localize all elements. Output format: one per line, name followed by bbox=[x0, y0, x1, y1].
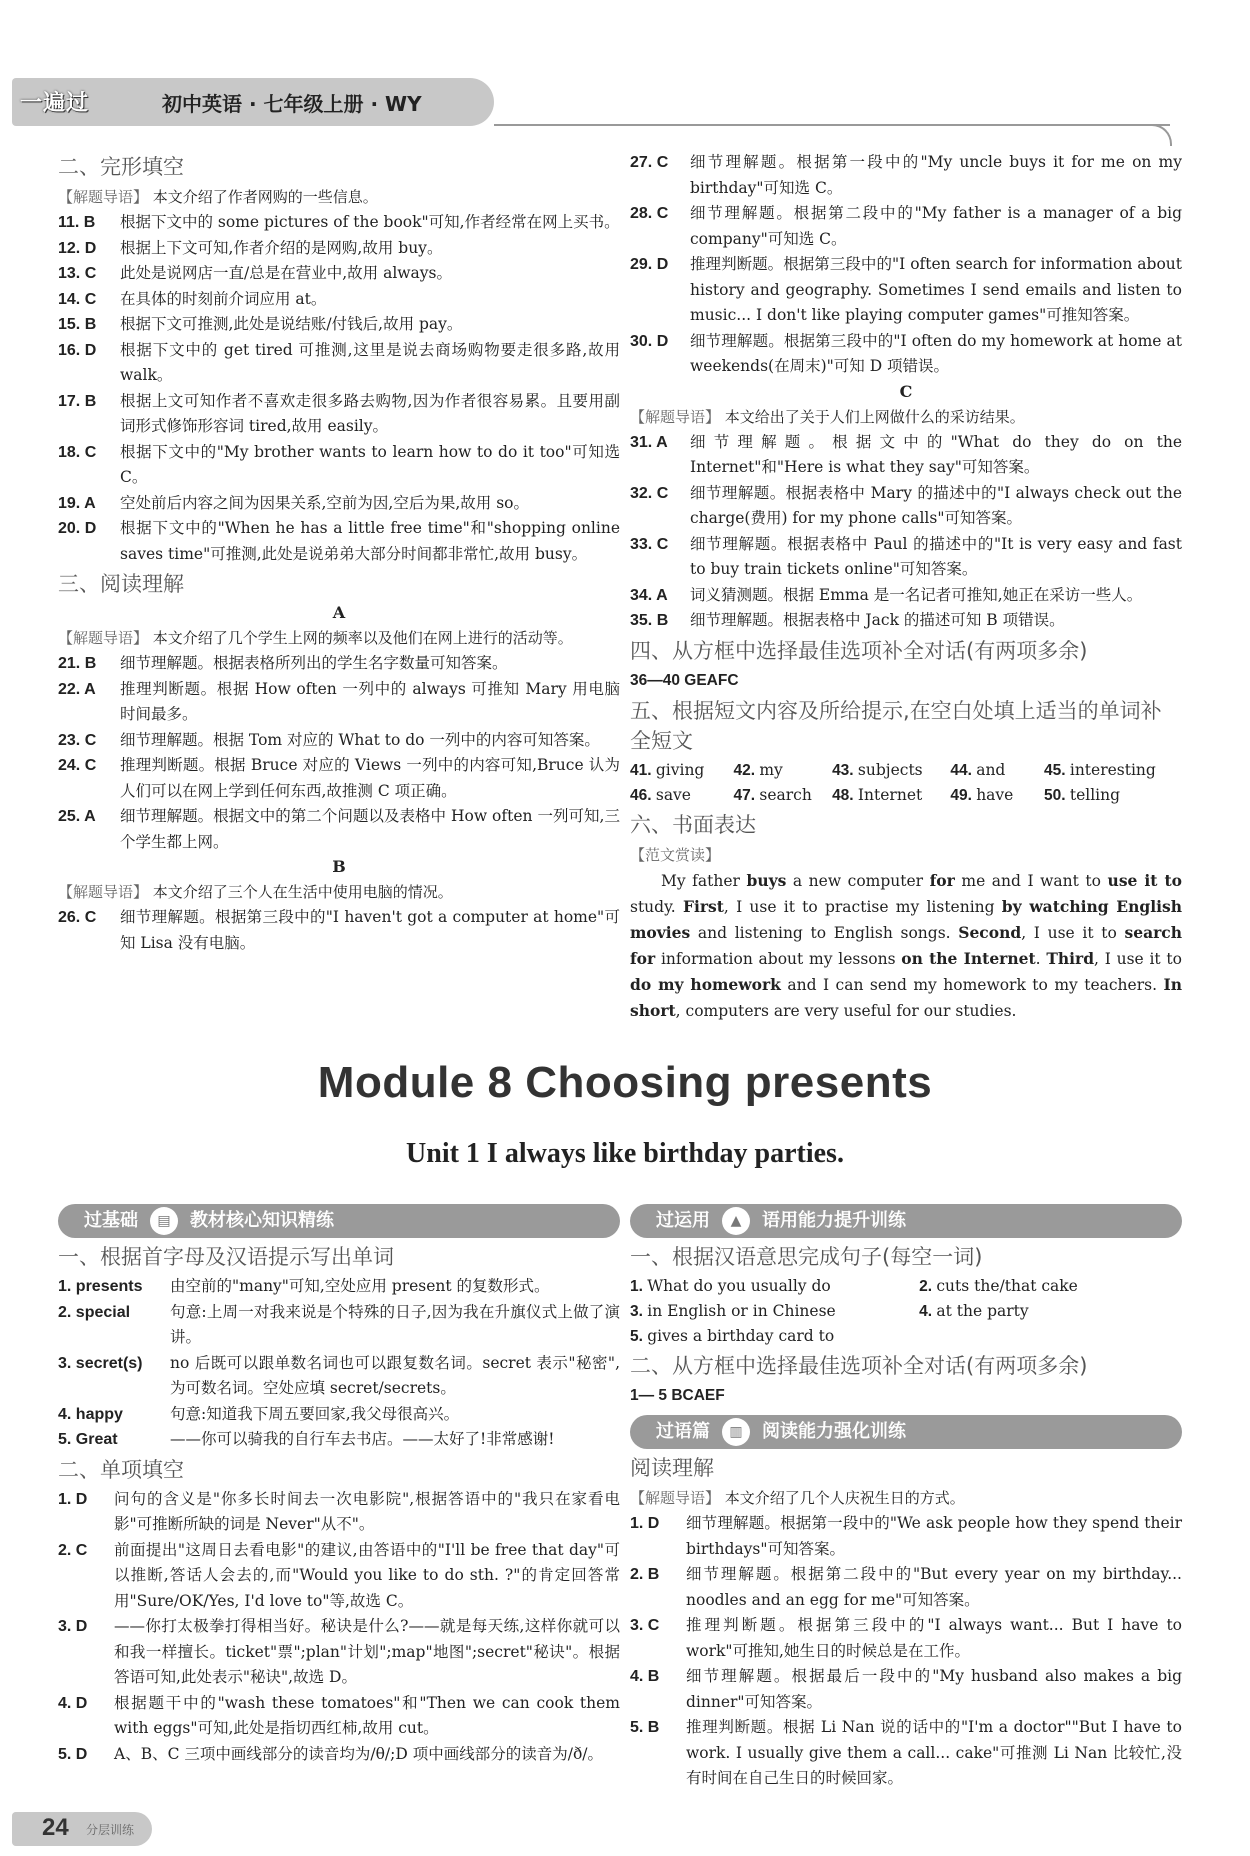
answer-explanation: 根据下文可推测,此处是说结账/付钱后,故用 pay。 bbox=[120, 315, 463, 333]
answer-number: 5. D bbox=[58, 1745, 88, 1763]
answer-number: 31. A bbox=[630, 433, 668, 451]
answer-item bbox=[630, 150, 1182, 201]
answer-explanation: 细节理解题。根据表格所列出的学生名字数量可知答案。 bbox=[120, 654, 508, 672]
essay-keyphrase: Second bbox=[958, 922, 1022, 942]
left-bottom-column bbox=[58, 1198, 620, 1767]
essay-keyphrase: Third bbox=[1046, 948, 1095, 968]
answer-explanation: 细节理解题。根据 Tom 对应的 What to do 一列中的内容可知答案。 bbox=[120, 730, 600, 749]
grid-answer-number: 42. bbox=[733, 761, 760, 779]
header-divider bbox=[494, 124, 1170, 126]
guide-tag: 【解题导语】 bbox=[630, 407, 721, 426]
answer-number: 32. C bbox=[630, 484, 669, 502]
dialogue2-answer: 1— 5 BCAEF bbox=[630, 1387, 725, 1404]
grid-answer-text: What do you usually do bbox=[647, 1277, 831, 1295]
answer-number: 19. A bbox=[58, 494, 96, 512]
answer-number: 17. B bbox=[58, 392, 97, 410]
grid-answer bbox=[832, 758, 950, 783]
answer-number: 11. B bbox=[58, 214, 96, 231]
grid-answer bbox=[832, 783, 950, 808]
answer-number: 23. C bbox=[58, 731, 97, 749]
answer-number: 25. A bbox=[58, 808, 96, 825]
answer-explanation: 细节理解题。根据文中的第二个问题以及表格中 How often 一列可知,三个学生都上网。 bbox=[120, 807, 620, 851]
guide-text: 本文介绍了几个人庆祝生日的方式。 bbox=[724, 1489, 965, 1507]
passage-a-label: A bbox=[332, 603, 346, 622]
answer-explanation: ——你可以骑我的自行车去书店。——太好了!非常感谢! bbox=[170, 1430, 555, 1448]
answer-explanation: 推理判断题。根据 Li Nan 说的话中的"I'm a doctor""But I have to work. I usually give them a call... cake"可推测 Li Nan 比较忙,没有时间在自己生日的时候回家。 bbox=[686, 1718, 1182, 1787]
answer-item bbox=[58, 1487, 620, 1538]
banner-subtitle: 语用能力提升训练 bbox=[762, 1210, 906, 1231]
section-sentence-title: 一、根据汉语意思完成句子(每空一词) bbox=[630, 1245, 983, 1269]
grid-answer-text: subjects bbox=[857, 760, 923, 779]
answer-explanation: 细节理解题。根据表格中 Jack 的描述可知 B 项错误。 bbox=[690, 611, 1065, 629]
essay-text: , computers are very useful for our studies. bbox=[675, 1001, 1017, 1020]
reading-b-guide bbox=[58, 879, 620, 905]
answer-number: 12. D bbox=[58, 239, 97, 257]
answer-explanation: 前面提出"这周日去看电影"的建议,由答语中的"I'll be free that day"可以推断,答话人会去的,而"Would you like to do sth. ?"的肯定回答常用"Sure/OK/Yes, I'd love to"等,故选 C。 bbox=[114, 1540, 620, 1610]
answer-number: 1. D bbox=[58, 1490, 88, 1508]
answer-number: 2. C bbox=[58, 1541, 88, 1559]
sample-tag bbox=[630, 842, 1182, 868]
answer-explanation: 句意:知道我下周五要回家,我父母很高兴。 bbox=[170, 1404, 460, 1423]
answer-item bbox=[58, 491, 620, 517]
grid-answer bbox=[630, 783, 734, 808]
answer-item bbox=[58, 338, 620, 389]
answer-item bbox=[58, 728, 620, 754]
answer-item bbox=[630, 481, 1182, 532]
grid-answer-text: search bbox=[759, 785, 812, 804]
section-writing-title: 六、书面表达 bbox=[630, 812, 756, 837]
answer-item bbox=[630, 252, 1182, 329]
page-number: 24 bbox=[42, 1814, 69, 1841]
left-top-column bbox=[58, 150, 620, 956]
answer-explanation: 细节理解题。根据表格中 Paul 的描述中的"It is very easy and fast to buy train tickets online"可知答案。 bbox=[690, 534, 1182, 578]
essay-text: , I use it to bbox=[1021, 923, 1125, 942]
answer-item bbox=[58, 804, 620, 855]
banner-label: 过语篇 bbox=[656, 1421, 710, 1442]
answer-number: 28. C bbox=[630, 205, 669, 222]
essay-keyphrase: In short bbox=[630, 974, 1182, 1020]
grid-answer-text: gives a birthday card to bbox=[647, 1327, 835, 1345]
book-title: 初中英语 · 七年级上册 · WY bbox=[162, 92, 422, 116]
section-fill-title: 五、根据短文内容及所给提示,在空白处填上适当的单词补全短文 bbox=[630, 698, 1162, 753]
guide-text: 本文介绍了三个人在生活中使用电脑的情况。 bbox=[152, 883, 453, 901]
grid-answer-number: 2. bbox=[919, 1278, 937, 1295]
essay-text: . bbox=[1035, 949, 1047, 968]
brand-logo: 一遍过 bbox=[20, 91, 90, 116]
answer-number: 5. B bbox=[630, 1719, 660, 1736]
answer-number: 18. C bbox=[58, 443, 97, 461]
answer-explanation: 根据下文中的"When he has a little free time"和"shopping online saves time"可推测,此处是说弟弟大部分时间都非常忙,故用 busy。 bbox=[120, 519, 620, 563]
answer-item bbox=[58, 1538, 620, 1615]
grid-answer bbox=[1044, 783, 1182, 808]
reading-b-answer-list-continued bbox=[630, 150, 1182, 380]
guide-text: 本文介绍了几个学生上网的频率以及他们在网上进行的活动等。 bbox=[152, 629, 573, 647]
essay-text: , I use it to bbox=[1094, 949, 1182, 968]
essay-keyphrase: buys bbox=[746, 870, 787, 890]
grid-answer bbox=[630, 1324, 919, 1349]
essay-keyphrase: use it to bbox=[1107, 870, 1182, 890]
dialogue-answer: 36—40 GEAFC bbox=[630, 671, 739, 689]
grid-answer-number: 47. bbox=[733, 786, 760, 804]
answer-number: 2. B bbox=[630, 1566, 660, 1583]
answer-item bbox=[58, 261, 620, 287]
answer-number: 35. B bbox=[630, 612, 669, 629]
spelling-answer-list bbox=[58, 1274, 620, 1453]
answer-item bbox=[58, 1300, 620, 1351]
answer-number: 1. D bbox=[630, 1515, 660, 1532]
section-reading2-title: 阅读理解 bbox=[630, 1456, 714, 1480]
module-title: Module 8 Choosing presents bbox=[317, 1058, 933, 1107]
answer-item bbox=[630, 430, 1182, 481]
grid-answer-number: 43. bbox=[832, 761, 858, 779]
answer-explanation: 根据下文中的 get tired 可推测,这里是说去商场购物要走很多路,故用 walk。 bbox=[120, 340, 620, 384]
answer-item bbox=[58, 287, 620, 313]
answer-number: 20. D bbox=[58, 520, 97, 537]
essay-text: me and I want to bbox=[954, 871, 1108, 890]
section-reading-title: 三、阅读理解 bbox=[58, 572, 184, 596]
grid-answer bbox=[950, 758, 1044, 783]
answer-explanation: 推理判断题。根据 How often 一列中的 always 可推知 Mary 用电脑时间最多。 bbox=[120, 679, 620, 723]
book-icon: ▥ bbox=[722, 1418, 750, 1446]
essay-keyphrase: First bbox=[682, 896, 724, 916]
application-banner bbox=[630, 1204, 1182, 1238]
answer-item bbox=[58, 440, 620, 491]
answer-number: 1. presents bbox=[58, 1278, 143, 1295]
answer-item bbox=[58, 1614, 620, 1691]
answer-item bbox=[630, 1562, 1182, 1613]
answer-explanation: 推理判断题。根据 Bruce 对应的 Views 一列中的内容可知,Bruce 认为人们可以在网上学到任何东西,故推测 C 项正确。 bbox=[120, 756, 620, 800]
grid-answer bbox=[630, 1274, 919, 1299]
answer-number: 27. C bbox=[630, 154, 669, 171]
essay-text: My father bbox=[661, 871, 747, 890]
answer-explanation: 句意:上周一对我来说是个特殊的日子,因为我在升旗仪式上做了演讲。 bbox=[170, 1302, 620, 1346]
essay-text: information about my lessons bbox=[655, 949, 902, 968]
grid-answer-number: 3. bbox=[630, 1303, 648, 1320]
grid-answer-number: 46. bbox=[630, 786, 656, 804]
answer-explanation: 问句的含义是"你多长时间去一次电影院",根据答语中的"我只在家看电影"可推断所缺的词是 Never"从不"。 bbox=[114, 1489, 620, 1533]
right-top-column bbox=[630, 150, 1182, 1024]
unit-title: Unit 1 I always like birthday parties. bbox=[406, 1138, 844, 1169]
grid-answer-text: interesting bbox=[1069, 760, 1156, 779]
answer-number: 5. Great bbox=[58, 1431, 118, 1448]
answer-item bbox=[58, 1351, 620, 1402]
answer-explanation: 细节理解题。根据第二段中的"My father is a manager of a big company"可知选 C。 bbox=[690, 204, 1182, 248]
answer-number: 30. D bbox=[630, 332, 669, 350]
answer-explanation: 推理判断题。根据第三段中的"I often search for information about history and geography. Sometimes I send emails and listen to music... I don't like playing computer games"可推知答案。 bbox=[690, 255, 1182, 324]
answer-item bbox=[58, 1427, 620, 1453]
answer-explanation: 根据上下文可知,作者介绍的是网购,故用 buy。 bbox=[120, 238, 443, 257]
answer-number: 29. D bbox=[630, 256, 669, 273]
section-spelling-title: 一、根据首字母及汉语提示写出单词 bbox=[58, 1245, 394, 1269]
grid-answer bbox=[1044, 758, 1182, 783]
answer-explanation: 细节理解题。根据第三段中的"I often do my homework at home at weekends(在周末)"可知 D 项错误。 bbox=[690, 331, 1182, 375]
answer-explanation: 细节理解题。根据第二段中的"But every year on my birthday... noodles and an egg for me"可知答案。 bbox=[686, 1565, 1182, 1609]
answer-item bbox=[58, 677, 620, 728]
essay-text: study. bbox=[630, 897, 683, 916]
grid-answer-text: Internet bbox=[857, 785, 923, 804]
answer-explanation: 此处是说网店一直/总是在营业中,故用 always。 bbox=[120, 264, 452, 282]
answer-item bbox=[58, 1742, 620, 1768]
answer-number: 33. C bbox=[630, 535, 669, 553]
answer-explanation: 根据题干中的"wash these tomatoes"和"Then we can cook them with eggs"可知,此处是指切西红柿,故用 cut。 bbox=[114, 1693, 620, 1737]
answer-explanation: no 后既可以跟单数名词也可以跟复数名词。secret 表示"秘密",为可数名词。空处应填 secret/secrets。 bbox=[170, 1353, 620, 1397]
grid-answer bbox=[630, 758, 734, 783]
cloze-guide bbox=[58, 184, 620, 210]
answer-explanation: 细节理解题。根据第一段中的"My uncle buys it for me on my birthday"可知选 C。 bbox=[690, 153, 1182, 197]
banner-label: 过基础 bbox=[84, 1210, 138, 1231]
answer-number: 4. happy bbox=[58, 1405, 123, 1423]
footer-label: 分层训练 bbox=[86, 1823, 135, 1837]
passage-b-label: B bbox=[332, 857, 346, 876]
grid-answer bbox=[919, 1274, 1182, 1299]
answer-number: 24. C bbox=[58, 757, 97, 774]
grid-answer-number: 49. bbox=[950, 786, 977, 804]
answer-explanation: 根据上文可知作者不喜欢走很多路去购物,因为作者很容易累。且要用副词形式修饰形容词 tired,故用 easily。 bbox=[120, 391, 620, 435]
reading2-answer-list bbox=[630, 1511, 1182, 1792]
grid-answer-text: in English or in Chinese bbox=[647, 1302, 836, 1320]
essay-keyphrase: do my homework bbox=[630, 974, 781, 994]
answer-number: 3. secret(s) bbox=[58, 1354, 143, 1372]
answer-item bbox=[630, 532, 1182, 583]
grid-answer-number: 5. bbox=[630, 1328, 648, 1345]
guide-tag: 【解题导语】 bbox=[58, 188, 149, 206]
answer-item bbox=[630, 1511, 1182, 1562]
answer-explanation: 由空前的"many"可知,空处应用 present 的复数形式。 bbox=[170, 1277, 550, 1295]
page-header bbox=[12, 78, 494, 126]
answer-item bbox=[58, 516, 620, 567]
grid-answer-number: 44. bbox=[950, 761, 977, 779]
passage-c-label: C bbox=[899, 381, 913, 401]
answer-item bbox=[630, 1664, 1182, 1715]
passage-banner bbox=[630, 1415, 1182, 1449]
answer-item bbox=[630, 329, 1182, 380]
grid-answer bbox=[919, 1299, 1182, 1324]
essay-keyphrase: search for bbox=[630, 922, 1182, 968]
answer-number: 4. D bbox=[58, 1694, 88, 1712]
grid-answer-number: 1. bbox=[630, 1278, 648, 1295]
grid-answer bbox=[734, 758, 833, 783]
essay-text: and I can send my homework to my teachers. bbox=[780, 975, 1164, 994]
answer-item bbox=[58, 236, 620, 262]
answer-explanation: 空处前后内容之间为因果关系,空前为因,空后为果,故用 so。 bbox=[120, 493, 529, 512]
guide-text: 本文给出了关于人们上网做什么的采访结果。 bbox=[724, 407, 1025, 426]
answer-item bbox=[58, 651, 620, 677]
essay-text: , I use it to practise my listening bbox=[723, 897, 1002, 916]
grid-answer-number: 41. bbox=[630, 761, 656, 779]
grid-answer-number: 50. bbox=[1044, 786, 1070, 804]
answer-number: 26. C bbox=[58, 909, 97, 926]
essay-text: a new computer bbox=[786, 871, 930, 890]
answer-item bbox=[58, 1691, 620, 1742]
answer-number: 4. B bbox=[630, 1668, 660, 1685]
grid-answer-text: cuts the/that cake bbox=[936, 1277, 1078, 1295]
answer-item bbox=[630, 1613, 1182, 1664]
answer-item bbox=[630, 608, 1182, 634]
fill-answer-grid bbox=[630, 758, 1182, 808]
grid-answer-text: have bbox=[976, 785, 1014, 804]
grid-answer-text: telling bbox=[1069, 785, 1121, 804]
answer-number: 16. D bbox=[58, 341, 97, 359]
choice-answer-list bbox=[58, 1487, 620, 1768]
header-divider-corner bbox=[1150, 124, 1172, 146]
grid-answer-text: my bbox=[759, 760, 783, 779]
sentence-answer-grid bbox=[630, 1274, 1182, 1349]
answer-number: 15. B bbox=[58, 316, 97, 333]
grid-answer-text: and bbox=[976, 760, 1006, 779]
reading-a-answer-list bbox=[58, 651, 620, 855]
answer-number: 14. C bbox=[58, 290, 97, 308]
reading-c-guide bbox=[630, 404, 1182, 430]
grid-answer bbox=[950, 783, 1044, 808]
answer-explanation: 细节理解题。根据文中的"What do they do on the Internet"和"Here is what they say"可知答案。 bbox=[690, 432, 1182, 476]
answer-item bbox=[58, 312, 620, 338]
answer-item bbox=[630, 1715, 1182, 1792]
answer-item bbox=[58, 210, 620, 236]
section-dialogue-title: 四、从方框中选择最佳选项补全对话(有两项多余) bbox=[630, 638, 1088, 663]
answer-explanation: 根据下文中的 some pictures of the book"可知,作者经常在网上买书。 bbox=[120, 213, 620, 231]
section-cloze-title: 二、完形填空 bbox=[58, 155, 184, 179]
essay-keyphrase: on the Internet bbox=[901, 948, 1036, 968]
answer-explanation: 根据下文中的"My brother wants to learn how to do it too"可知选 C。 bbox=[120, 442, 620, 486]
answer-item bbox=[58, 905, 620, 956]
cloze-answer-list bbox=[58, 210, 620, 567]
section-choice-title: 二、单项填空 bbox=[58, 1457, 184, 1482]
answer-explanation: 细节理解题。根据最后一段中的"My husband also makes a big dinner"可知答案。 bbox=[686, 1667, 1182, 1711]
answer-explanation: 细节理解题。根据表格中 Mary 的描述中的"I always check out the charge(费用) for my phone calls"可知答案。 bbox=[690, 483, 1182, 527]
guide-tag: 【解题导语】 bbox=[58, 883, 149, 901]
answer-item bbox=[58, 389, 620, 440]
chart-icon: ▲ bbox=[722, 1207, 750, 1235]
answer-item bbox=[58, 753, 620, 804]
answer-number: 3. D bbox=[58, 1618, 88, 1635]
answer-explanation: 细节理解题。根据第一段中的"We ask people how they spend their birthdays"可知答案。 bbox=[686, 1514, 1182, 1558]
answer-explanation: 细节理解题。根据第三段中的"I haven't got a computer at home"可知 Lisa 没有电脑。 bbox=[120, 908, 620, 952]
reading-a-guide bbox=[58, 625, 620, 651]
answer-explanation: A、B、C 三项中画线部分的读音均为/θ/;D 项中画线部分的读音为/ð/。 bbox=[114, 1744, 604, 1763]
grid-answer-number: 4. bbox=[919, 1303, 937, 1320]
essay-text: and listening to English songs. bbox=[690, 923, 959, 942]
grid-answer-text: giving bbox=[655, 760, 705, 779]
banner-subtitle: 阅读能力强化训练 bbox=[762, 1421, 906, 1442]
grid-answer-number: 45. bbox=[1044, 761, 1070, 779]
answer-item bbox=[58, 1274, 620, 1300]
grid-answer bbox=[734, 783, 833, 808]
grid-answer-text: save bbox=[655, 785, 691, 804]
answer-number: 22. A bbox=[58, 680, 96, 698]
reading2-guide bbox=[630, 1485, 1182, 1511]
guide-text: 本文介绍了作者网购的一些信息。 bbox=[152, 188, 378, 206]
guide-tag: 【解题导语】 bbox=[58, 629, 149, 647]
reading-c-answer-list bbox=[630, 430, 1182, 634]
banner-subtitle: 教材核心知识精练 bbox=[190, 1210, 334, 1231]
answer-number: 34. A bbox=[630, 586, 668, 604]
sample-essay bbox=[630, 868, 1182, 1024]
grid-answer bbox=[630, 1299, 919, 1324]
answer-item bbox=[58, 1402, 620, 1428]
answer-number: 2. special bbox=[58, 1303, 131, 1321]
clipboard-icon: ▤ bbox=[150, 1207, 178, 1235]
answer-explanation: 在具体的时刻前介词应用 at。 bbox=[120, 289, 327, 308]
grid-answer-text: at the party bbox=[936, 1302, 1029, 1320]
answer-explanation: 推理判断题。根据第三段中的"I always want... But I have to work"可推知,她生日的时候总是在工作。 bbox=[686, 1616, 1182, 1660]
guide-tag: 【解题导语】 bbox=[630, 1489, 721, 1507]
sample-tag-text: 【范文赏读】 bbox=[630, 845, 721, 864]
answer-number: 21. B bbox=[58, 655, 97, 672]
essay-keyphrase: by watching English movies bbox=[630, 896, 1182, 942]
page-footer bbox=[12, 1812, 152, 1846]
section-dialogue2-title: 二、从方框中选择最佳选项补全对话(有两项多余) bbox=[630, 1354, 1088, 1378]
banner-label: 过运用 bbox=[656, 1210, 710, 1231]
answer-number: 3. C bbox=[630, 1617, 660, 1634]
answer-explanation: ——你打太极拳打得相当好。秘诀是什么?——就是每天练,这样你就可以和我一样擅长。ticket"票";plan"计划";map"地图";secret"秘诀"。根据答语可知,此处表示"秘诀",故选 D。 bbox=[114, 1617, 620, 1686]
grid-answer-number: 48. bbox=[832, 786, 858, 804]
answer-number: 13. C bbox=[58, 265, 97, 282]
answer-item bbox=[630, 583, 1182, 609]
answer-item bbox=[630, 201, 1182, 252]
reading-b-answer-list bbox=[58, 905, 620, 956]
essay-keyphrase: for bbox=[929, 870, 955, 890]
right-bottom-column bbox=[630, 1198, 1182, 1792]
basics-banner bbox=[58, 1204, 620, 1238]
answer-explanation: 词义猜测题。根据 Emma 是一名记者可推知,她正在采访一些人。 bbox=[690, 585, 1143, 604]
